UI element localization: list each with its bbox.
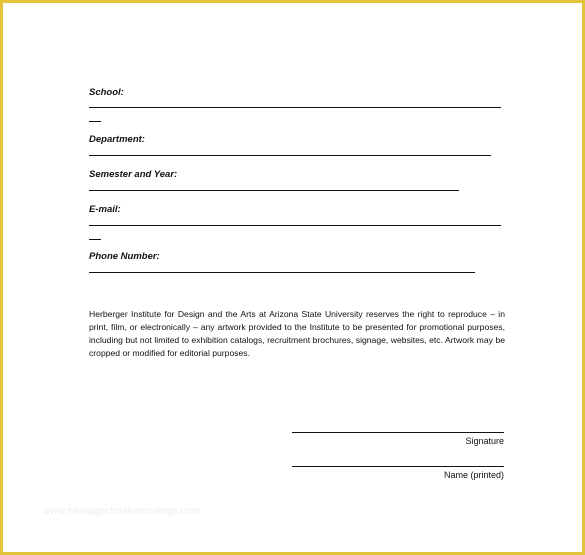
name-printed-caption: Name (printed) <box>443 470 504 480</box>
department-line[interactable] <box>89 155 491 156</box>
email-line[interactable] <box>89 225 501 226</box>
rights-statement: Herberger Institute for Design and the Arts at Arizona State University reserves the right to reproduce – in print, film, or electronically – any artwork provided to the Institute to be presented for promotional purposes, including but not limited to exhibition catalogs, recruitment brochures, signage, websites, etc. Artwork may be cropped or modified for editorial purposes. <box>89 309 505 358</box>
signature-line[interactable] <box>292 432 504 433</box>
phone-line[interactable] <box>89 272 475 273</box>
name-printed-line[interactable] <box>292 466 504 467</box>
department-label: Department: <box>89 134 145 145</box>
semester-year-line[interactable] <box>89 190 459 191</box>
phone-label: Phone Number: <box>89 251 160 262</box>
email-line-continuation <box>89 239 101 240</box>
email-label: E-mail: <box>89 204 121 215</box>
school-label: School: <box>89 87 124 98</box>
school-line[interactable] <box>89 107 501 108</box>
watermark-text: www.heritagechristiancollege.com <box>43 506 201 517</box>
signature-caption: Signature <box>465 436 504 446</box>
school-line-continuation <box>89 121 101 122</box>
semester-year-label: Semester and Year: <box>89 169 178 180</box>
